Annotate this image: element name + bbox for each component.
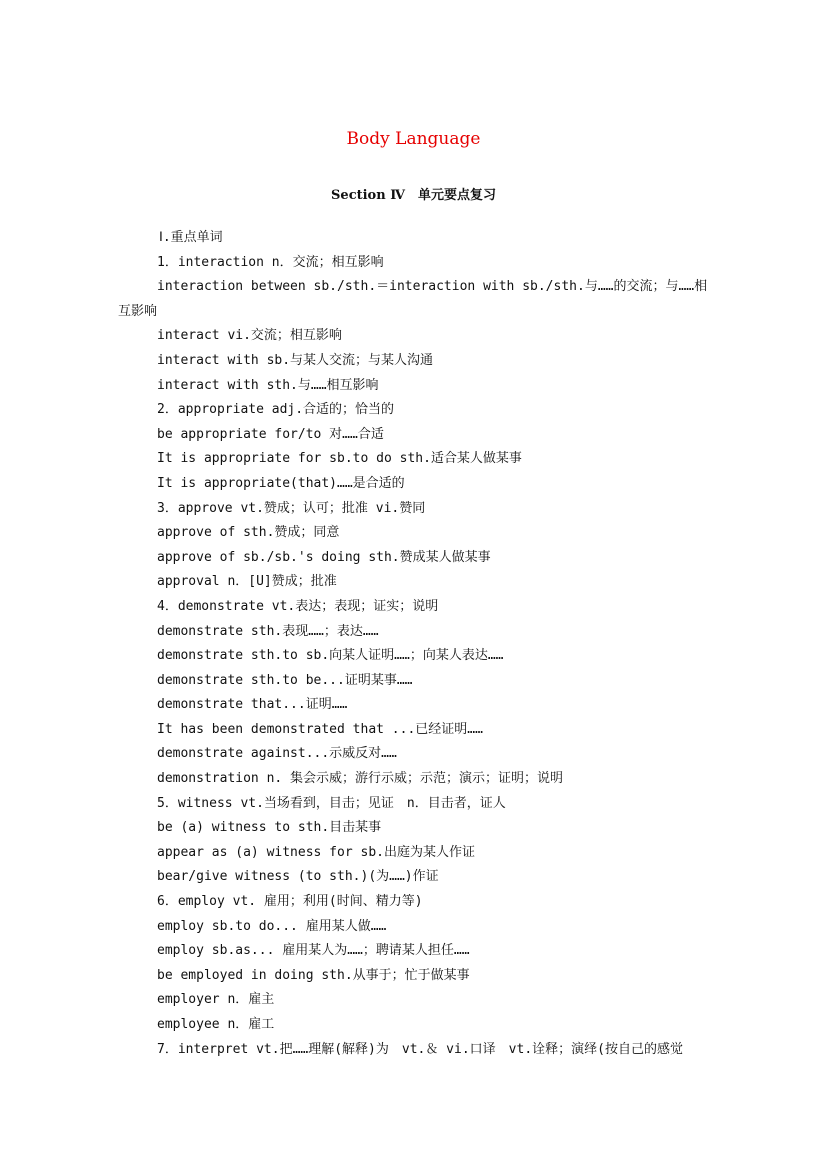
list-item: interact with sth.与……相互影响 xyxy=(157,377,379,393)
list-item: approval n．[U]赞成；批准 xyxy=(157,574,337,590)
list-item: 1．interaction n．交流；相互影响 xyxy=(157,254,384,270)
list-item: demonstrate sth.表现……；表达…… xyxy=(157,623,379,639)
list-item: approve of sb./sb.'s doing sth.赞成某人做某事 xyxy=(157,549,491,565)
list-item: interaction between sb./sth.＝interaction with sb./sth.与……的交流；与……相 xyxy=(157,279,708,295)
list-item: It is appropriate(that)……是合适的 xyxy=(157,475,405,491)
list-item: employ sb.to do... 雇用某人做…… xyxy=(157,918,387,934)
list-item: employee n．雇工 xyxy=(157,1017,275,1032)
list-item: It has been demonstrated that ...已经证明…… xyxy=(157,721,483,737)
list-item: interact with sb.与某人交流；与某人沟通 xyxy=(157,352,434,368)
list-item: demonstrate sth.to be...证明某事…… xyxy=(157,672,413,688)
list-item: 6．employ vt. 雇用；利用(时间、精力等) xyxy=(157,894,423,910)
list-item: 4．demonstrate vt.表达；表现；证实；说明 xyxy=(157,598,439,614)
list-item: It is appropriate for sb.to do sth.适合某人做某事 xyxy=(157,451,522,467)
list-item: 7．interpret vt.把……理解(解释)为 vt.＆ vi.口译 vt.诠释；演绎(按自己的感觉 xyxy=(157,1041,683,1057)
list-item: employ sb.as... 雇用某人为……；聘请某人担任…… xyxy=(157,943,470,959)
list-item: be employed in doing sth.从事于；忙于做某事 xyxy=(157,967,470,983)
list-item: 5．witness vt.当场看到，目击；见证 n．目击者，证人 xyxy=(157,795,506,811)
list-heading: Ⅰ.重点单词 xyxy=(159,230,223,245)
list-item: appear as (a) witness for sb.出庭为某人作证 xyxy=(157,844,475,860)
list-item: demonstrate that...证明…… xyxy=(157,697,348,713)
list-item: demonstrate sth.to sb.向某人证明……；向某人表达…… xyxy=(157,648,504,664)
list-item: demonstration n. 集会示威；游行示威；示范；演示；证明；说明 xyxy=(157,771,564,787)
list-item: be appropriate for/to 对……合适 xyxy=(157,426,384,442)
vocabulary-list xyxy=(118,226,714,1062)
list-item: bear/give witness (to sth.)(为……)作证 xyxy=(157,869,439,885)
list-item: demonstrate against...示威反对…… xyxy=(157,746,397,762)
list-item: employer n．雇主 xyxy=(157,992,275,1008)
list-item: be (a) witness to sth.目击某事 xyxy=(157,820,382,836)
section-heading: Section Ⅳ 单元要点复习 xyxy=(331,188,496,203)
list-item: 2．appropriate adj.合适的；恰当的 xyxy=(157,402,395,418)
document-title: Body Language xyxy=(346,129,481,149)
list-item: 互影响 xyxy=(118,303,158,319)
list-item: interact vi.交流；相互影响 xyxy=(157,328,342,344)
list-item: 3．approve vt.赞成；认可；批准 vi.赞同 xyxy=(157,500,426,516)
list-item: approve of sth.赞成；同意 xyxy=(157,525,340,541)
